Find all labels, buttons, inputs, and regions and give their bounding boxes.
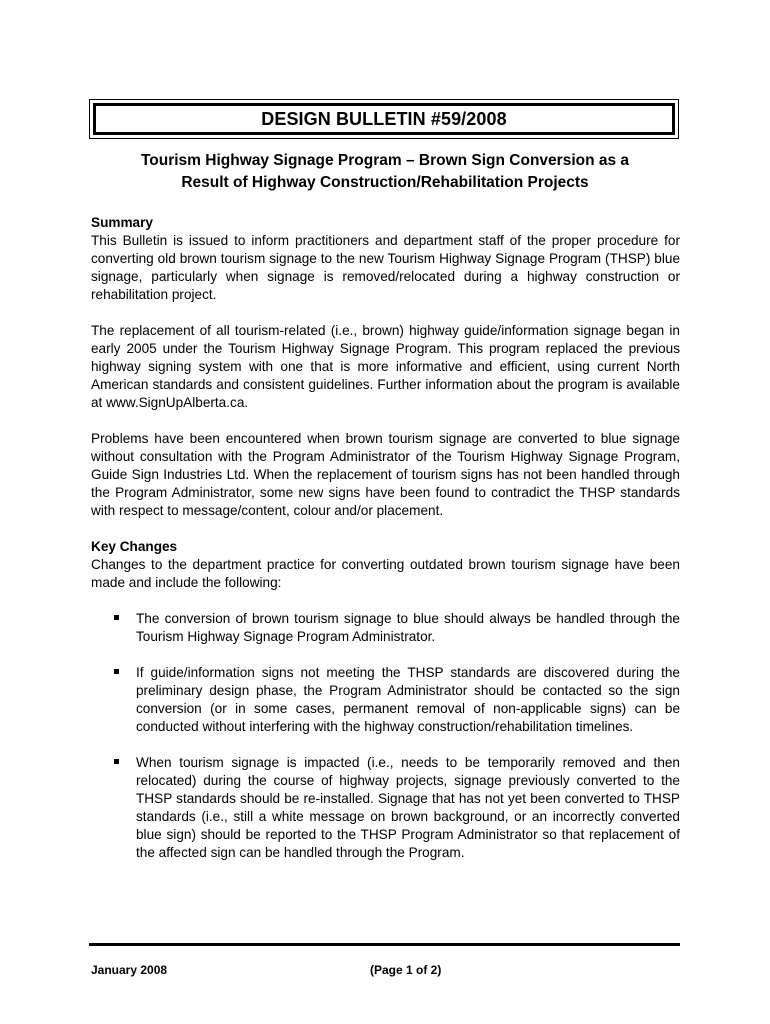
subtitle-line: Result of Highway Construction/Rehabilitation Projects (181, 174, 589, 191)
subtitle-line: Tourism Highway Signage Program – Brown Sign Conversion as a (140, 152, 630, 169)
key-changes-list (91, 610, 680, 862)
summary-paragraph: This Bulletin is issued to inform practitioners and department staff of the proper procedure for converting old brown tourism signage to the new Tourism Highway Signage Program (THSP) blue signage, particularly when signage is removed/relocated during a highway construction or rehabilitation project. (91, 233, 680, 302)
square-bullet-icon (114, 615, 119, 620)
summary-paragraph: Problems have been encountered when brown tourism signage are converted to blue signage without consultation with the Program Administrator of the Tourism Highway Signage Program, Guide Sign Industries Ltd. When the replacement of tourism signs has not been handled through the Program Administrator, some new signs have been found to contradict the THSP standards with respect to message/content, colour and/or placement. (91, 431, 680, 518)
summary-heading: Summary (91, 215, 153, 230)
list-item-text: If guide/information signs not meeting the THSP standards are discovered during the preliminary design phase, the Program Administrator should be contacted so the sign conversion (or in some cases, permanent removal of non-applicable signs) can be conducted without interfering with the highway construction/rehabilitation timelines. (136, 665, 680, 734)
bulletin-subtitle (90, 150, 680, 194)
list-item (91, 610, 680, 646)
key-changes-heading: Key Changes (91, 539, 178, 554)
footer-page-number: (Page 1 of 2) (370, 963, 442, 977)
square-bullet-icon (114, 669, 119, 674)
summary-paragraph: The replacement of all tourism-related (i.e., brown) highway guide/information signage began in early 2005 under the Tourism Highway Signage Program. This program replaced the previous highway signing system with one that is more informative and efficient, using current North American standards and consistent guidelines. Further information about the program is available at www.SignUpAlberta.ca. (91, 323, 680, 410)
footer-date: January 2008 (91, 963, 168, 977)
title-box (89, 99, 679, 139)
bulletin-title: DESIGN BULLETIN #59/2008 (93, 103, 675, 135)
list-item (91, 664, 680, 736)
list-item-text: The conversion of brown tourism signage to blue should always be handled through the Tourism Highway Signage Program Administrator. (136, 611, 680, 644)
bulletin-body (91, 214, 680, 880)
footer-divider (89, 943, 680, 946)
square-bullet-icon (114, 759, 119, 764)
list-item (91, 754, 680, 862)
list-item-text: When tourism signage is impacted (i.e., needs to be temporarily removed and then relocated) during the course of highway projects, signage previously converted to the THSP standards should be re-installed. Signage that has not yet been converted to THSP standards (i.e., still a white message on brown background, or an incorrectly converted blue sign) should be reported to the THSP Program Administrator so that replacement of the affected sign can be handled through the Program. (136, 755, 680, 860)
key-changes-intro: Changes to the department practice for converting outdated brown tourism signage have been made and include the following: (91, 557, 680, 590)
